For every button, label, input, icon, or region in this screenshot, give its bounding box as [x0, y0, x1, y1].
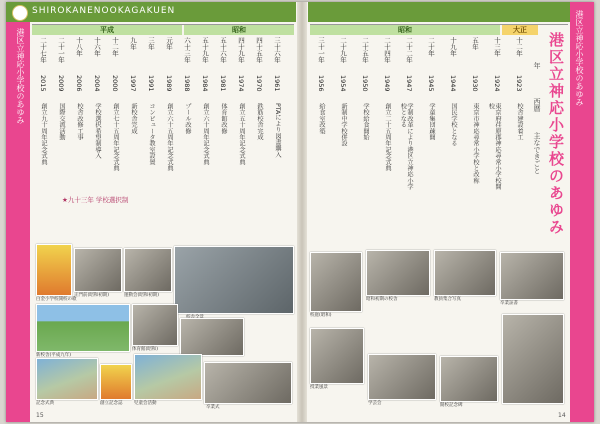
left-side-band: [6, 22, 30, 422]
western-year: 1954: [339, 75, 347, 92]
japanese-year: 二十一年: [57, 37, 65, 63]
japanese-year: 十八年: [75, 37, 83, 57]
photo-new-building: [36, 304, 130, 352]
photo-sports: [124, 248, 172, 292]
western-year: 2009: [57, 75, 65, 92]
timeline-column: [424, 37, 436, 197]
photo-certificate: [500, 252, 564, 300]
photo-caption: 正門前(昭和初期): [74, 293, 110, 298]
event-text: 創立九十周年記念式典: [40, 103, 47, 165]
column-header-era-year: 西暦: [533, 98, 541, 112]
photo-gym: [132, 304, 178, 346]
school-logo-icon: [12, 5, 28, 21]
western-year: 1949: [383, 75, 391, 92]
photo-caption: 卒業証書: [500, 301, 518, 306]
timeline-left: [32, 24, 294, 204]
header-right: [308, 2, 594, 22]
japanese-year: 十二年: [515, 37, 523, 57]
timeline-column: [468, 37, 480, 197]
japanese-year: 二十四年: [383, 37, 391, 63]
timeline-right: [310, 24, 568, 201]
western-year: 2006: [75, 75, 83, 92]
timeline-right-columns: [310, 37, 568, 197]
page-number-left: 15: [36, 412, 44, 419]
timeline-column: [144, 37, 156, 197]
western-year: 1974: [237, 75, 245, 92]
japanese-year: 二十五年: [361, 37, 369, 63]
event-text: PTAにより図書購入: [274, 103, 281, 158]
japanese-year: 二十七年: [39, 37, 47, 63]
event-text: 新校舎完成: [130, 103, 137, 134]
photo-caption: 昭和初期の校舎: [366, 297, 398, 302]
photo-memorial-book: [100, 364, 132, 400]
photo-graduation: [204, 362, 292, 404]
japanese-year: 二十二年: [405, 37, 413, 63]
event-text: 学制改革により港区立神応小学校となる: [399, 103, 413, 190]
photo-aerial: [174, 246, 294, 314]
timeline-column: [54, 37, 66, 197]
right-side-band: [570, 2, 594, 422]
timeline-column: [270, 37, 282, 197]
timeline-column: [446, 37, 458, 197]
western-year: 1997: [129, 75, 137, 92]
japanese-year: 二十九年: [339, 37, 347, 63]
western-year: 2015: [39, 75, 47, 92]
japanese-year: 十二年: [111, 37, 119, 57]
japanese-year: 十九年: [449, 37, 457, 57]
western-year: 1961: [273, 75, 281, 92]
japanese-year: 五十六年: [219, 37, 227, 63]
event-text: 創立二十五周年記念式典: [384, 103, 391, 172]
event-text: 新制中学校併設: [340, 103, 347, 147]
event-text: 校舎改修工事: [76, 103, 83, 141]
timeline-column: [198, 37, 210, 197]
photo-caption: 記念式典: [36, 401, 54, 406]
japanese-year: 二十年: [427, 37, 435, 57]
timeline-column: [252, 37, 264, 197]
photo-early-building: [366, 250, 430, 296]
japanese-year: 十六年: [93, 37, 101, 57]
brand-text: SHIROKANENOOKAGAKUEN: [32, 6, 176, 16]
book-spread: [6, 2, 594, 422]
timeline-left-columns: [32, 37, 294, 197]
photo-caption: 新校舎(平成九年): [36, 353, 72, 358]
western-year: 1950: [361, 75, 369, 92]
western-year: 2000: [111, 75, 119, 92]
timeline-column: [512, 37, 524, 197]
japanese-year: 元年: [165, 37, 173, 50]
event-text: 給食室改築: [318, 103, 325, 134]
event-text: 創立七十五周年記念式典: [112, 103, 119, 172]
photo-monument: [440, 356, 498, 402]
western-year: 1944: [449, 75, 457, 92]
event-text: 学童集団疎開: [428, 103, 435, 141]
japanese-year: 三十六年: [273, 37, 281, 63]
japanese-year: 四十九年: [237, 37, 245, 63]
western-year: 1930: [471, 75, 479, 92]
event-text: 学校選択希望制導入: [94, 103, 101, 159]
photo-caption: 体育館(昭和): [132, 347, 159, 352]
timeline-column: [72, 37, 84, 197]
era-showa: 昭和: [184, 25, 294, 35]
page-title: 港区立神応小学校のあゆみ: [547, 32, 565, 236]
japanese-year: 十三年: [493, 37, 501, 57]
photo-gate: [74, 248, 122, 292]
timeline-column: [314, 37, 326, 197]
left-band-title: 港区立神応小学校のあゆみ: [16, 28, 25, 124]
western-year: 1924: [493, 75, 501, 92]
japanese-year: 三年: [147, 37, 155, 50]
photo-caption: 開校記念碑: [440, 403, 463, 408]
header-left: [6, 2, 296, 22]
column-header-events: 主なできごと: [533, 132, 541, 174]
event-text: 創立六十五周年記念式典: [166, 103, 173, 172]
western-year: 1991: [147, 75, 155, 92]
column-header-year: 年: [533, 62, 541, 69]
timeline-column: [36, 37, 48, 197]
photo-caption: 教員集合写真: [434, 297, 461, 302]
book-gutter: [297, 2, 307, 422]
western-year: 1956: [317, 75, 325, 92]
right-band-title: 港区立神応小学校のあゆみ: [575, 10, 584, 106]
western-year: 1981: [219, 75, 227, 92]
photo-performance: [368, 354, 436, 400]
timeline-column: [336, 37, 348, 197]
western-year: 2004: [93, 75, 101, 92]
photo-booklet: [36, 244, 72, 296]
photo-distant: [180, 318, 244, 356]
timeline-note: ★九十三年 学校選択制: [62, 196, 129, 204]
photo-caption: 校庭(昭和): [310, 313, 332, 318]
japanese-year: 五年: [471, 37, 479, 50]
western-year: 1947: [405, 75, 413, 92]
timeline-column: [90, 37, 102, 197]
era-heisei: 平成: [32, 25, 182, 35]
event-text: 創立五十周年記念式典: [238, 103, 245, 165]
photo-caption: 児童会活動: [134, 401, 157, 406]
japanese-year: 四十五年: [255, 37, 263, 63]
photo-document: [502, 314, 564, 404]
photo-student-activity: [134, 354, 202, 400]
japanese-year: 三十一年: [317, 37, 325, 63]
timeline-column: [234, 37, 246, 197]
event-text: 東京市神応尋常小学校と改称: [472, 103, 479, 184]
japanese-year: 九年: [129, 37, 137, 50]
timeline-column: [399, 37, 414, 197]
timeline-column: [180, 37, 192, 197]
timeline-column: [162, 37, 174, 197]
western-year: 1970: [255, 75, 263, 92]
photo-caption: 白金小学校開校の歌: [36, 297, 77, 302]
western-year: 1945: [427, 75, 435, 92]
era-taisho: 大正: [502, 25, 538, 35]
photo-class: [310, 328, 364, 384]
photo-ceremony: [36, 358, 98, 400]
event-text: 鉄筋校舎完成: [256, 103, 263, 141]
photo-teachers: [434, 250, 496, 296]
photo-caption: 授業風景: [310, 385, 328, 390]
japanese-year: 五十九年: [201, 37, 209, 63]
japanese-year: 六十三年: [183, 37, 191, 63]
timeline-column: [487, 37, 502, 197]
timeline-column: [380, 37, 392, 197]
event-text: 学校給食開始: [362, 103, 369, 141]
photo-caption: 学芸会: [368, 401, 382, 406]
western-year: 1989: [165, 75, 173, 92]
photo-caption: 創立記念誌: [100, 401, 123, 406]
timeline-column: [358, 37, 370, 197]
photo-caption: 運動会(昭和初期): [124, 293, 160, 298]
western-year: 1988: [183, 75, 191, 92]
western-year: 1923: [515, 75, 523, 92]
timeline-column: [108, 37, 120, 197]
event-text: 東京府荏原郡神応尋常小学校開校: [487, 103, 501, 190]
era-showa-right: 昭和: [310, 25, 500, 35]
event-text: プール改修: [184, 103, 191, 134]
timeline-column: [216, 37, 228, 197]
timeline-column: [126, 37, 138, 197]
western-year: 1984: [201, 75, 209, 92]
event-text: 校舎建設着工: [516, 103, 523, 141]
event-text: 体育館改修: [220, 103, 227, 134]
photo-old-yard: [310, 252, 362, 312]
page-number-right: 14: [558, 412, 566, 419]
event-text: 国民学校となる: [450, 103, 457, 147]
event-text: 創立六十周年記念式典: [202, 103, 209, 165]
photo-caption: 卒業式: [206, 405, 220, 410]
event-text: 国際交流活動: [58, 103, 65, 141]
event-text: コンピュータ教室設置: [148, 103, 155, 165]
